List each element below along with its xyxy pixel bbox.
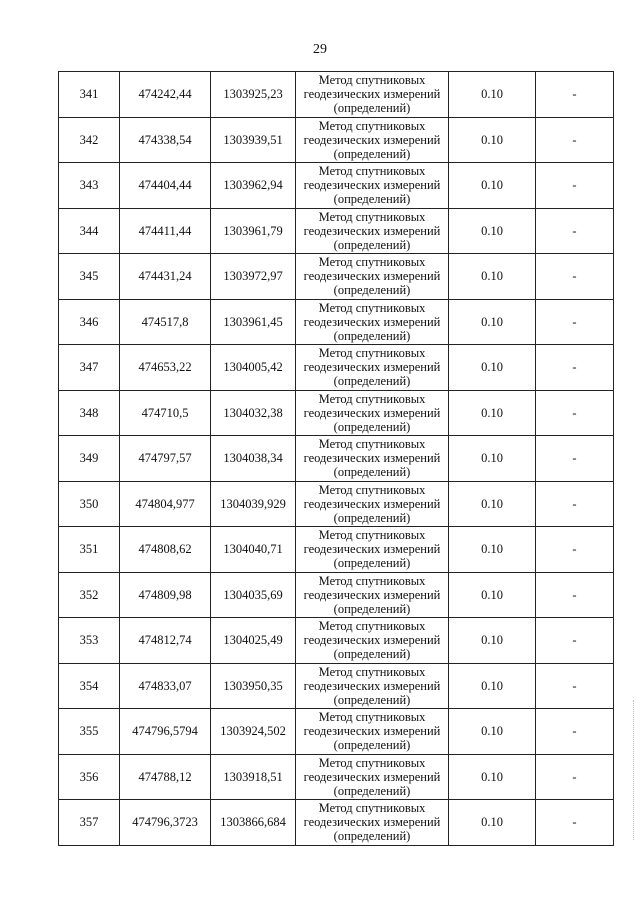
table-row (59, 709, 614, 755)
x-coordinate-cell: 474804,977 (120, 481, 211, 527)
method-text-line: (определений) (333, 692, 411, 707)
note-cell: - (536, 163, 614, 209)
accuracy-cell: 0.10 (449, 709, 536, 755)
coordinates-table (58, 71, 614, 846)
accuracy-cell: 0.10 (449, 163, 536, 209)
method-text-line: (определений) (333, 101, 411, 116)
x-coordinate-cell: 474809,98 (120, 572, 211, 618)
x-coordinate-cell: 474796,3723 (120, 800, 211, 846)
y-coordinate-cell: 1303962,94 (211, 163, 296, 209)
y-coordinate-cell: 1303961,45 (211, 299, 296, 345)
point-number-cell: 345 (59, 254, 120, 300)
method-text-line: геодезических измерений (303, 815, 441, 830)
accuracy-cell: 0.10 (449, 390, 536, 436)
method-cell (296, 436, 449, 482)
point-number-cell: 347 (59, 345, 120, 391)
method-text-line: геодезических измерений (303, 542, 441, 557)
accuracy-cell: 0.10 (449, 299, 536, 345)
y-coordinate-cell: 1303924,502 (211, 709, 296, 755)
method-text-line: Метод спутниковых (318, 118, 426, 133)
method-text-line: геодезических измерений (303, 405, 441, 420)
method-text-line: (определений) (333, 283, 411, 298)
x-coordinate-cell: 474338,54 (120, 117, 211, 163)
y-coordinate-cell: 1303950,35 (211, 663, 296, 709)
method-text-line: геодезических измерений (303, 178, 441, 193)
method-text-line: (определений) (333, 374, 411, 389)
note-cell: - (536, 117, 614, 163)
table-row (59, 117, 614, 163)
accuracy-cell: 0.10 (449, 208, 536, 254)
accuracy-cell: 0.10 (449, 117, 536, 163)
method-cell (296, 709, 449, 755)
table-row (59, 254, 614, 300)
point-number-cell: 342 (59, 117, 120, 163)
method-cell (296, 800, 449, 846)
note-cell: - (536, 208, 614, 254)
method-text-line: геодезических измерений (303, 360, 441, 375)
table-row (59, 163, 614, 209)
note-cell: - (536, 299, 614, 345)
point-number-cell: 354 (59, 663, 120, 709)
y-coordinate-cell: 1304039,929 (211, 481, 296, 527)
method-cell (296, 754, 449, 800)
method-cell (296, 618, 449, 664)
method-text-line: геодезических измерений (303, 87, 441, 102)
method-cell (296, 345, 449, 391)
method-text-line: Метод спутниковых (318, 164, 426, 179)
table-body (59, 72, 614, 846)
note-cell: - (536, 572, 614, 618)
point-number-cell: 351 (59, 527, 120, 573)
method-text-line: Метод спутниковых (318, 300, 426, 315)
x-coordinate-cell: 474653,22 (120, 345, 211, 391)
table-row (59, 663, 614, 709)
accuracy-cell: 0.10 (449, 800, 536, 846)
x-coordinate-cell: 474242,44 (120, 72, 211, 118)
method-text-line: (определений) (333, 328, 411, 343)
method-cell (296, 163, 449, 209)
method-text-line: Метод спутниковых (318, 255, 426, 270)
point-number-cell: 350 (59, 481, 120, 527)
method-text-line: (определений) (333, 556, 411, 571)
method-text-line: Метод спутниковых (318, 73, 426, 88)
method-cell (296, 527, 449, 573)
point-number-cell: 357 (59, 800, 120, 846)
method-cell (296, 481, 449, 527)
method-text-line: (определений) (333, 783, 411, 798)
point-number-cell: 352 (59, 572, 120, 618)
accuracy-cell: 0.10 (449, 618, 536, 664)
point-number-cell: 348 (59, 390, 120, 436)
note-cell: - (536, 72, 614, 118)
x-coordinate-cell: 474788,12 (120, 754, 211, 800)
table-row (59, 754, 614, 800)
table-row (59, 572, 614, 618)
method-text-line: Метод спутниковых (318, 346, 426, 361)
note-cell: - (536, 345, 614, 391)
accuracy-cell: 0.10 (449, 754, 536, 800)
method-text-line: Метод спутниковых (318, 528, 426, 543)
table-row (59, 481, 614, 527)
method-cell (296, 117, 449, 163)
method-text-line: (определений) (333, 510, 411, 525)
method-text-line: геодезических измерений (303, 269, 441, 284)
note-cell: - (536, 254, 614, 300)
method-cell (296, 254, 449, 300)
method-cell (296, 208, 449, 254)
method-text-line: Метод спутниковых (318, 801, 426, 816)
y-coordinate-cell: 1303866,684 (211, 800, 296, 846)
note-cell: - (536, 527, 614, 573)
accuracy-cell: 0.10 (449, 436, 536, 482)
x-coordinate-cell: 474431,24 (120, 254, 211, 300)
accuracy-cell: 0.10 (449, 254, 536, 300)
point-number-cell: 344 (59, 208, 120, 254)
x-coordinate-cell: 474808,62 (120, 527, 211, 573)
table-row (59, 618, 614, 664)
method-text-line: (определений) (333, 738, 411, 753)
accuracy-cell: 0.10 (449, 663, 536, 709)
point-number-cell: 349 (59, 436, 120, 482)
method-text-line: (определений) (333, 146, 411, 161)
method-cell (296, 663, 449, 709)
method-text-line: (определений) (333, 647, 411, 662)
method-text-line: Метод спутниковых (318, 209, 426, 224)
accuracy-cell: 0.10 (449, 572, 536, 618)
method-cell (296, 299, 449, 345)
y-coordinate-cell: 1303918,51 (211, 754, 296, 800)
method-cell (296, 72, 449, 118)
method-text-line: геодезических измерений (303, 314, 441, 329)
x-coordinate-cell: 474404,44 (120, 163, 211, 209)
table-row (59, 527, 614, 573)
accuracy-cell: 0.10 (449, 345, 536, 391)
method-text-line: геодезических измерений (303, 724, 441, 739)
method-text-line: Метод спутниковых (318, 437, 426, 452)
table-row (59, 72, 614, 118)
table-row (59, 390, 614, 436)
method-text-line: (определений) (333, 419, 411, 434)
point-number-cell: 356 (59, 754, 120, 800)
method-text-line: геодезических измерений (303, 451, 441, 466)
y-coordinate-cell: 1303972,97 (211, 254, 296, 300)
note-cell: - (536, 436, 614, 482)
method-text-line: геодезических измерений (303, 496, 441, 511)
method-text-line: Метод спутниковых (318, 391, 426, 406)
x-coordinate-cell: 474517,8 (120, 299, 211, 345)
method-text-line: (определений) (333, 829, 411, 844)
page-number: 29 (313, 42, 327, 57)
y-coordinate-cell: 1304035,69 (211, 572, 296, 618)
x-coordinate-cell: 474796,5794 (120, 709, 211, 755)
method-cell (296, 572, 449, 618)
point-number-cell: 341 (59, 72, 120, 118)
method-text-line: Метод спутниковых (318, 482, 426, 497)
method-text-line: Метод спутниковых (318, 755, 426, 770)
y-coordinate-cell: 1304040,71 (211, 527, 296, 573)
point-number-cell: 346 (59, 299, 120, 345)
scan-edge-mark (633, 700, 636, 840)
x-coordinate-cell: 474710,5 (120, 390, 211, 436)
accuracy-cell: 0.10 (449, 481, 536, 527)
note-cell: - (536, 754, 614, 800)
point-number-cell: 353 (59, 618, 120, 664)
y-coordinate-cell: 1304038,34 (211, 436, 296, 482)
method-text-line: (определений) (333, 601, 411, 616)
accuracy-cell: 0.10 (449, 72, 536, 118)
method-text-line: Метод спутниковых (318, 573, 426, 588)
method-text-line: (определений) (333, 465, 411, 480)
note-cell: - (536, 709, 614, 755)
y-coordinate-cell: 1303925,23 (211, 72, 296, 118)
method-text-line: геодезических измерений (303, 132, 441, 147)
point-number-cell: 355 (59, 709, 120, 755)
method-text-line: (определений) (333, 237, 411, 252)
x-coordinate-cell: 474797,57 (120, 436, 211, 482)
note-cell: - (536, 800, 614, 846)
method-text-line: геодезических измерений (303, 633, 441, 648)
method-text-line: Метод спутниковых (318, 619, 426, 634)
y-coordinate-cell: 1304025,49 (211, 618, 296, 664)
table-row (59, 345, 614, 391)
table-row (59, 436, 614, 482)
note-cell: - (536, 663, 614, 709)
table-row (59, 299, 614, 345)
x-coordinate-cell: 474833,07 (120, 663, 211, 709)
note-cell: - (536, 481, 614, 527)
method-text-line: (определений) (333, 192, 411, 207)
table-row (59, 800, 614, 846)
x-coordinate-cell: 474812,74 (120, 618, 211, 664)
x-coordinate-cell: 474411,44 (120, 208, 211, 254)
method-text-line: геодезических измерений (303, 223, 441, 238)
point-number-cell: 343 (59, 163, 120, 209)
method-text-line: геодезических измерений (303, 769, 441, 784)
accuracy-cell: 0.10 (449, 527, 536, 573)
method-text-line: геодезических измерений (303, 678, 441, 693)
table-row (59, 208, 614, 254)
note-cell: - (536, 618, 614, 664)
y-coordinate-cell: 1303961,79 (211, 208, 296, 254)
y-coordinate-cell: 1304032,38 (211, 390, 296, 436)
method-text-line: Метод спутниковых (318, 664, 426, 679)
method-text-line: геодезических измерений (303, 587, 441, 602)
y-coordinate-cell: 1304005,42 (211, 345, 296, 391)
method-cell (296, 390, 449, 436)
note-cell: - (536, 390, 614, 436)
y-coordinate-cell: 1303939,51 (211, 117, 296, 163)
method-text-line: Метод спутниковых (318, 710, 426, 725)
